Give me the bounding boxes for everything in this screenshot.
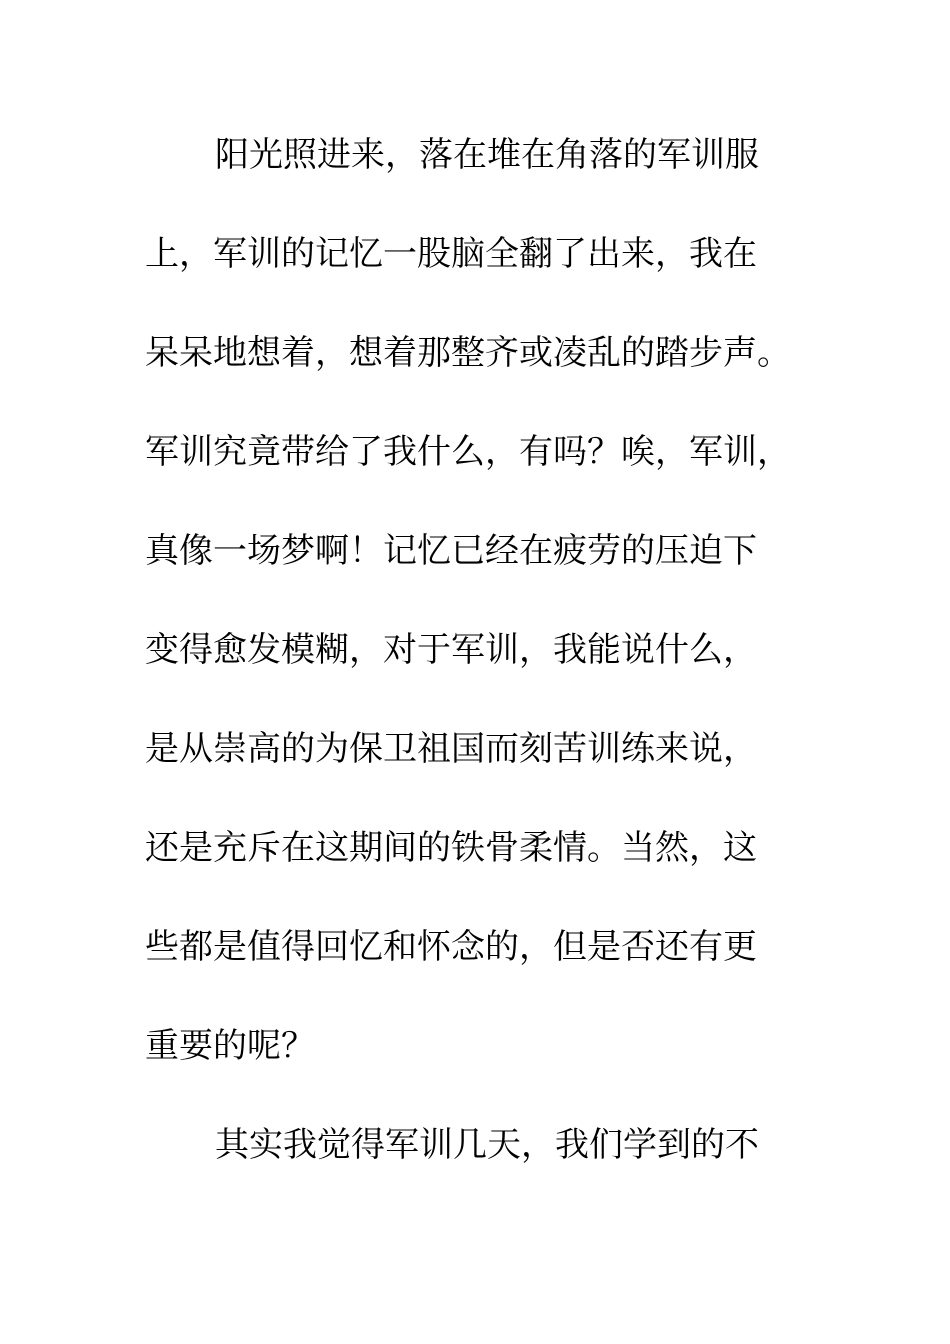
paragraph-line: 真像一场梦啊！记忆已经在疲劳的压迫下 <box>145 531 757 571</box>
paragraph-line: 变得愈发模糊，对于军训，我能说什么， <box>145 630 757 670</box>
paragraph-2 <box>145 1115 805 1214</box>
paragraph-line: 阳光照进来，落在堆在角落的军训服 <box>215 135 759 175</box>
paragraph-line: 些都是值得回忆和怀念的，但是否还有更 <box>145 927 757 967</box>
document-body <box>145 125 805 1214</box>
paragraph-line: 上，军训的记忆一股脑全翻了出来，我在 <box>145 234 757 274</box>
paragraph-line: 军训究竟带给了我什么，有吗？唉，军训， <box>145 432 791 472</box>
paragraph-line: 还是充斥在这期间的铁骨柔情。当然，这 <box>145 828 757 868</box>
paragraph-line: 其实我觉得军训几天，我们学到的不 <box>215 1125 759 1165</box>
paragraph-1 <box>145 125 805 1115</box>
paragraph-line: 是从崇高的为保卫祖国而刻苦训练来说， <box>145 729 757 769</box>
paragraph-line: 呆呆地想着，想着那整齐或凌乱的踏步声。 <box>145 333 791 373</box>
paragraph-line: 重要的呢？ <box>145 1026 315 1066</box>
